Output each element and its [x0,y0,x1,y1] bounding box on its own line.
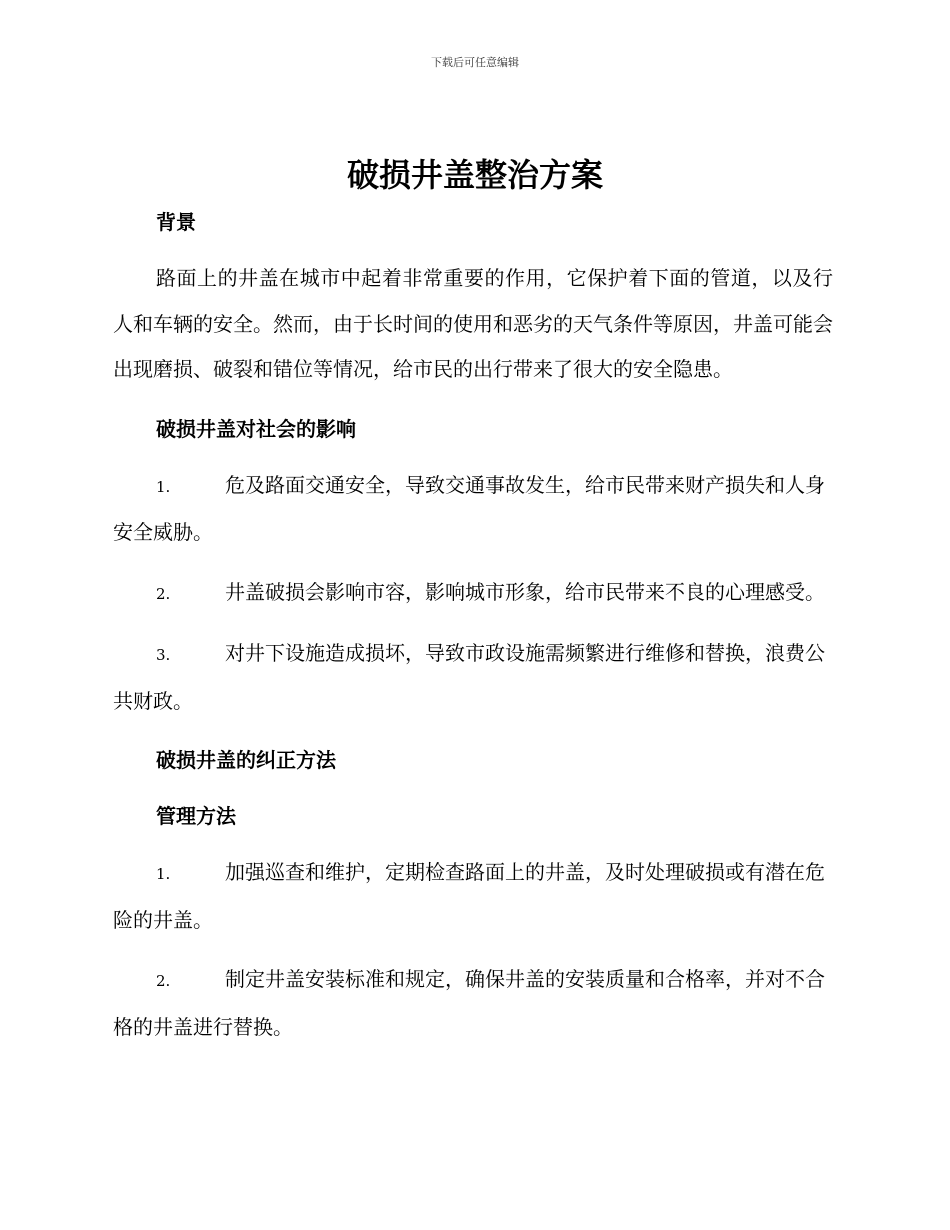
list-item [113,570,833,618]
list-item [113,631,833,724]
header-note: 下载后可任意编辑 [431,56,519,69]
list-item [113,463,833,556]
background-paragraph: 路面上的井盖在城市中起着非常重要的作用，它保护着下面的管道，以及行人和车辆的安全。然而，由于长时间的使用和恶劣的天气条件等原因，井盖可能会出现磨损、破裂和错位等情况，给市民的出行带来了很大的安全隐患。 [113,266,833,381]
list-item-text: 制定井盖安装标准和规定，确保井盖的安装质量和合格率，并对不合格的井盖进行替换。 [113,967,825,1039]
list-item-text: 危及路面交通安全，导致交通事故发生，给市民带来财产损失和人身安全威胁。 [113,472,825,544]
list-item-number: 3. [156,646,171,664]
list-item-number: 1. [156,477,171,496]
list-item-number: 2. [156,584,171,603]
list-item-text: 对井下设施造成损坏，导致市政设施需频繁进行维修和替换，浪费公共财政。 [113,641,825,713]
section-heading-background: 背景 [156,210,196,234]
section-heading-correction: 破损井盖的纠正方法 [156,748,336,772]
list-item-number: 1. [156,865,171,883]
list-item-text: 加强巡查和维护，定期检查路面上的井盖，及时处理破损或有潜在危险的井盖。 [113,860,825,932]
list-item-number: 2. [156,972,171,990]
document-title: 破损井盖整治方案 [346,156,603,194]
section-heading-management: 管理方法 [156,804,236,828]
list-item [113,957,833,1050]
list-item [113,850,833,943]
document-body [113,200,833,1050]
list-item-text: 井盖破损会影响市容，影响城市形象，给市民带来不良的心理感受。 [225,579,825,604]
section-heading-impact: 破损井盖对社会的影响 [156,416,356,441]
